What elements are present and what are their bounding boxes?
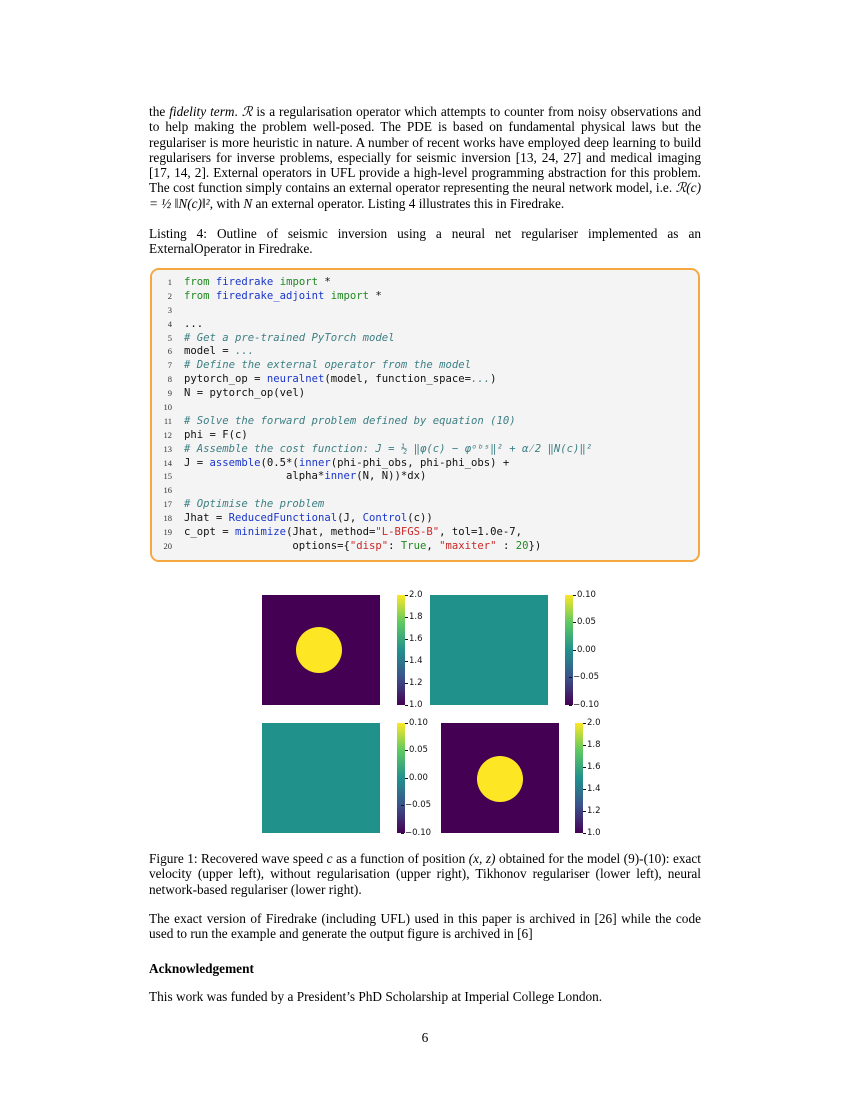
code-line — [152, 359, 698, 373]
code-token: 20 — [515, 539, 529, 552]
code-token: from — [184, 276, 210, 288]
operator-symbol: N — [243, 195, 253, 211]
line-number: 5 — [167, 332, 172, 343]
colorbar-tick: 0.00 — [577, 645, 596, 655]
heatmap-exact-velocity — [262, 595, 380, 705]
code-token: inner — [324, 470, 357, 483]
colorbar-tick: 1.6 — [409, 634, 423, 644]
colorbar-tick: 2.0 — [587, 718, 601, 728]
colorbar — [397, 723, 405, 833]
code-line — [152, 443, 698, 457]
code-line — [152, 429, 698, 443]
code-line — [152, 373, 698, 387]
code-token: (Jhat, method= — [286, 526, 376, 539]
heatmap-uniform-field — [262, 723, 380, 833]
code-token: N = pytorch_op(vel) — [184, 387, 306, 400]
heatmap-tikhonov — [262, 723, 380, 833]
text-run: Figure 1: Recovered wave speed — [149, 851, 327, 866]
colorbar-tick: 0.10 — [409, 718, 428, 728]
line-number: 17 — [163, 499, 172, 510]
high-velocity-circle — [296, 627, 342, 673]
regulariser-symbol: ℛ — [241, 104, 253, 119]
code-line — [152, 415, 698, 429]
line-number: 18 — [163, 513, 172, 524]
code-line — [152, 332, 698, 346]
code-token: model = — [184, 345, 236, 358]
code-token: "disp" — [349, 539, 389, 552]
line-number: 19 — [163, 527, 172, 538]
code-token: import — [279, 276, 318, 288]
line-number: 6 — [167, 346, 172, 357]
code-token: alpha* — [184, 470, 325, 483]
code-token: (model, function_space= — [324, 373, 472, 386]
code-line — [152, 498, 698, 512]
code-line — [152, 457, 698, 471]
text-run: as a function of position — [332, 851, 469, 866]
code-token: ReducedFunctional — [228, 512, 338, 525]
figure-heatmaps — [255, 588, 600, 838]
code-token: phi = F(c) — [184, 428, 248, 441]
code-token: "L-BFGS-B" — [375, 526, 440, 539]
high-velocity-circle — [477, 756, 523, 802]
code-token: * — [317, 276, 331, 288]
colorbar-tick: −0.05 — [573, 672, 600, 682]
code-line — [152, 540, 698, 554]
code-line — [152, 276, 698, 290]
line-number: 2 — [167, 290, 172, 301]
colorbar — [397, 595, 405, 705]
text-run: is a regularisation operator which attempts to counter from noisy observations and to help making the problem well-posed. The PDE is based on fundamental physical laws but the regulariser is more heuristic in nature. A number of recent works have employed deep learning to build regularisers for inverse problems, especially for seismic inversion [13, 24, 27] and medical imaging [17, 14, 2]. External operators in UFL provide a high-level programming abstraction for this problem. The cost function simply contains an external operator representing the neural network model, i.e. — [149, 104, 701, 196]
code-token: (N, N))*dx) — [356, 470, 427, 483]
line-number: 7 — [167, 360, 172, 371]
code-token: : — [496, 539, 516, 552]
code-token: True — [400, 539, 427, 552]
code-line — [152, 387, 698, 401]
code-token: pytorch_op = — [184, 373, 267, 386]
colorbar-tick: 1.4 — [409, 656, 423, 666]
code-line — [152, 401, 698, 415]
colorbar-tick: 0.05 — [577, 617, 596, 627]
line-number: 10 — [163, 402, 172, 413]
code-token: (phi-phi_obs, phi-phi_obs) + — [330, 456, 510, 469]
code-line — [152, 318, 698, 332]
fidelity-term-emphasis: fidelity term — [169, 104, 235, 119]
line-number: 8 — [167, 374, 172, 385]
code-token: from — [184, 289, 210, 302]
code-token: "maxiter" — [439, 539, 497, 552]
code-token: assemble — [209, 456, 261, 469]
math-symbol: c — [326, 851, 333, 866]
line-number: 11 — [163, 415, 172, 426]
code-token: import — [330, 289, 369, 302]
colorbar-tick: 1.2 — [409, 678, 423, 688]
text-run: an external operator. Listing 4 illustrates this in Firedrake. — [252, 195, 565, 211]
code-token: }) — [528, 539, 542, 552]
line-number: 1 — [167, 277, 172, 287]
math-symbol: (x, z) — [468, 851, 496, 866]
code-line — [152, 290, 698, 304]
code-line — [152, 470, 698, 484]
heatmap-no-regularisation — [430, 595, 548, 705]
text-run: . — [234, 104, 242, 119]
code-token: Jhat = — [184, 512, 229, 525]
code-line — [152, 484, 698, 498]
line-number: 14 — [163, 457, 172, 468]
listing-caption: Listing 4: Outline of seismic inversion using a neural net regulariser implemented as an ExternalOperator in Firedrake. — [149, 226, 701, 257]
heatmap-uniform-field — [430, 595, 548, 705]
colorbar-tick: −0.05 — [405, 800, 432, 810]
line-number: 3 — [167, 304, 172, 315]
colorbar-tick: 1.0 — [409, 700, 423, 710]
code-token: inner — [298, 456, 331, 469]
colorbar — [565, 595, 573, 705]
colorbar-tick: 1.8 — [409, 612, 423, 622]
line-number: 15 — [163, 471, 172, 482]
line-number: 16 — [163, 485, 172, 496]
code-comment: # Define the external operator from the model — [184, 359, 472, 372]
code-token: firedrake — [209, 276, 280, 288]
code-token: ... — [471, 373, 491, 386]
line-number: 20 — [163, 540, 172, 551]
colorbar-tick: −0.10 — [405, 828, 432, 838]
code-token: (c)) — [407, 512, 433, 525]
code-token: , — [426, 539, 440, 552]
text-run: the — [149, 104, 170, 119]
code-token: (0.5*( — [260, 456, 299, 469]
line-number: 13 — [163, 443, 172, 454]
regulariser-formula: ℛ(c) = ½ ‖N(c)‖² — [149, 180, 701, 211]
code-token: ... — [235, 345, 255, 358]
colorbar — [575, 723, 583, 833]
figure-caption — [149, 851, 701, 897]
colorbar-tick: 2.0 — [409, 590, 423, 600]
code-comment: # Solve the forward problem defined by equation (10) — [184, 414, 516, 427]
body-paragraph-archive: The exact version of Firedrake (including UFL) used in this paper is archived in [26] while the code used to run the example and generate the output figure is archived in [6] — [149, 911, 701, 942]
code-token: * — [368, 289, 382, 302]
line-number: 12 — [163, 429, 172, 440]
code-lines — [152, 276, 698, 554]
code-token: J = — [184, 456, 210, 469]
colorbar-tick: −0.10 — [573, 700, 600, 710]
code-token: firedrake_adjoint — [209, 289, 331, 302]
page-number: 6 — [421, 1030, 429, 1045]
text-run: obtained for the model (9)-(10): exact velocity (upper left), without regularisation (upper right), Tikhonov regulariser (lower left), neural network-based regulariser (lower right). — [149, 851, 701, 897]
code-token: c_opt = — [184, 526, 236, 539]
line-number: 9 — [167, 388, 172, 399]
colorbar-tick: 1.8 — [587, 740, 601, 750]
colorbar-tick: 0.05 — [409, 745, 428, 755]
code-token: minimize — [235, 526, 287, 539]
body-paragraph-fidelity — [149, 104, 701, 211]
code-token: : — [388, 539, 401, 552]
code-token: neuralnet — [266, 373, 325, 386]
heatmap-neural-regulariser — [441, 723, 559, 833]
code-token: Control — [362, 512, 408, 525]
code-listing — [150, 268, 700, 562]
code-token: ) — [490, 373, 497, 386]
code-token: options={ — [184, 539, 350, 552]
code-token: ... — [184, 317, 204, 330]
colorbar-tick: 1.6 — [587, 762, 601, 772]
acknowledgement-heading: Acknowledgement — [149, 961, 254, 976]
line-number: 4 — [167, 318, 172, 329]
code-comment: # Get a pre-trained PyTorch model — [184, 331, 395, 344]
code-line — [152, 304, 698, 318]
code-line — [152, 512, 698, 526]
code-token: , tol=1.0e-7, — [439, 526, 523, 539]
code-token: (J, — [337, 512, 363, 525]
code-line — [152, 345, 698, 359]
acknowledgement-text: This work was funded by a President’s PhD Scholarship at Imperial College London. — [149, 989, 603, 1004]
code-comment: # Optimise the problem — [184, 498, 325, 511]
colorbar-tick: 1.4 — [587, 784, 601, 794]
text-run: , with — [209, 195, 244, 211]
colorbar-tick: 1.0 — [587, 828, 601, 838]
colorbar-tick: 0.00 — [409, 773, 428, 783]
colorbar-tick: 1.2 — [587, 806, 601, 816]
colorbar-tick: 0.10 — [577, 590, 596, 600]
code-line — [152, 526, 698, 540]
code-comment: # Assemble the cost function: J = ½ ‖φ(c) − φᵒᵇˢ‖² + α⁄2 ‖N(c)‖² — [184, 442, 593, 455]
